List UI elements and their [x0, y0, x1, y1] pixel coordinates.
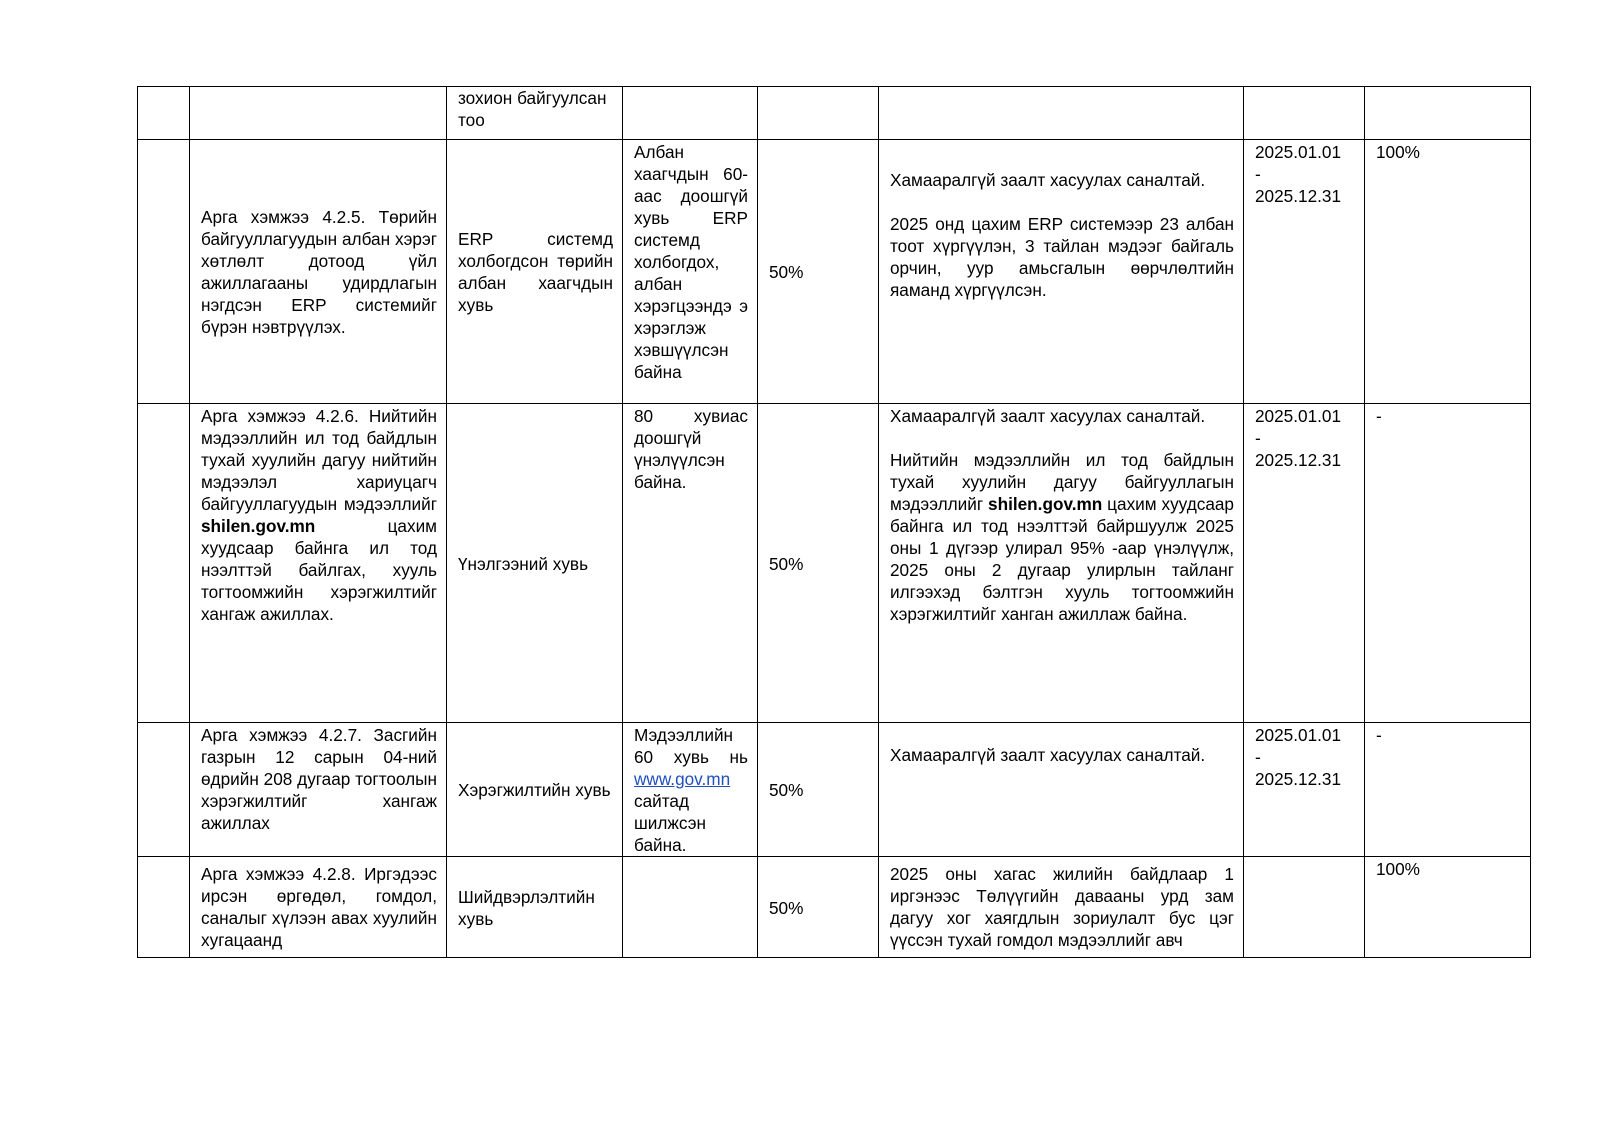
- cell-result: [1365, 140, 1531, 404]
- table-row: [138, 723, 1531, 857]
- weight-value: 50%: [769, 897, 804, 918]
- cell-period: [1244, 857, 1365, 958]
- cell-number: [138, 723, 190, 857]
- cell-action: [190, 87, 447, 140]
- action-text-tail: цахим хуудсаар байнга ил тод нээлттэй байлгах, хууль тогтоомжийн хэрэгжилтийг хангаж ажиллах.: [201, 516, 437, 624]
- indicator-text: ERP системд холбогдсон төрийн албан хаагчдын хувь: [458, 229, 613, 315]
- cell-period: [1244, 404, 1365, 723]
- cell-target: [623, 140, 758, 404]
- progress-text: Нийтийн мэдээллийн ил тод байдлын тухай хуулийн дагуу байгууллагын мэдээллийг: [890, 450, 1234, 514]
- progress-bold-text: shilen.gov.mn: [988, 494, 1103, 514]
- table-row: [138, 87, 1531, 140]
- result-value: -: [1376, 725, 1382, 745]
- cell-target: [623, 857, 758, 958]
- result-value: 100%: [1376, 859, 1420, 879]
- cell-result: [1365, 404, 1531, 723]
- progress-text-tail: цахим хуудсаар байнга ил тод нээлттэй байршуулж 2025 оны 1 дүгээр улирал 95% -аар үнэлүүлж, 2025 оны 2 дугаар улирлын тайланг илгээхэд бэлтгэн хууль тогтоомжийн хэрэгжилтийг ханган ажиллаж байна.: [890, 494, 1234, 624]
- cell-progress: [879, 723, 1244, 857]
- action-link-text: shilen.gov.mn: [201, 516, 316, 536]
- cell-number: [138, 857, 190, 958]
- target-text: Мэдээллийн 60 хувь нь: [634, 725, 748, 767]
- cell-indicator: [447, 404, 623, 723]
- cell-weight: [758, 723, 879, 857]
- cell-target: [623, 723, 758, 857]
- result-value: -: [1376, 406, 1382, 426]
- target-text-tail: сайтад шилжсэн байна.: [634, 791, 706, 855]
- action-text: Арга хэмжээ 4.2.5. Төрийн байгууллагуудын албан хэрэг хөтлөлт дотоод үйл ажиллагааны удирдлагын нэгдсэн ERP системийг бүрэн нэвтрүүлэх.: [201, 207, 437, 337]
- result-value: 100%: [1376, 142, 1420, 162]
- weight-value: 50%: [769, 780, 804, 800]
- cell-action: [190, 857, 447, 958]
- cell-period: [1244, 723, 1365, 857]
- indicator-text: зохион байгуулсан тоо: [458, 88, 607, 130]
- weight-value: 50%: [769, 262, 804, 282]
- progress-paragraph: Хамааралгүй заалт хасуулах саналтай.: [890, 406, 1206, 426]
- cell-period: [1244, 87, 1365, 140]
- period-start: 2025.01.01: [1255, 142, 1342, 162]
- cell-number: [138, 140, 190, 404]
- cell-indicator: [447, 723, 623, 857]
- report-table: [137, 86, 1531, 958]
- cell-progress: [879, 857, 1244, 958]
- progress-paragraph: 2025 онд цахим ERP системээр 23 албан тоот хүргүүлэн, 3 тайлан мэдээг байгаль орчин, уур амьсгалын өөрчлөлтийн яаманд хүргүүлсэн.: [890, 214, 1234, 300]
- progress-paragraph: [890, 449, 1234, 625]
- cell-result: [1365, 857, 1531, 958]
- progress-paragraph: Хамааралгүй заалт хасуулах саналтай.: [890, 745, 1206, 765]
- indicator-text: Хэрэгжилтийн хувь: [458, 780, 611, 800]
- cell-weight: [758, 404, 879, 723]
- cell-number: [138, 87, 190, 140]
- period-start: 2025.01.01: [1255, 725, 1342, 745]
- table-row: [138, 140, 1531, 404]
- table-row: [138, 857, 1531, 958]
- period-dash: -: [1255, 164, 1261, 184]
- cell-target: [623, 404, 758, 723]
- cell-weight: [758, 87, 879, 140]
- cell-weight: [758, 857, 879, 958]
- cell-result: [1365, 87, 1531, 140]
- gov-mn-link[interactable]: www.gov.mn: [634, 769, 731, 789]
- cell-result: [1365, 723, 1531, 857]
- table-row: [138, 404, 1531, 723]
- cell-period: [1244, 140, 1365, 404]
- progress-paragraph: 2025 оны хагас жилийн байдлаар 1 иргэнээс Төлүүгийн давааны урд зам дагуу хог хаягдлын зориулалт бус цэг үүссэн тухай гомдол мэдээллийг авч: [890, 864, 1234, 950]
- cell-target: [623, 87, 758, 140]
- cell-weight: [758, 140, 879, 404]
- cell-progress: [879, 404, 1244, 723]
- cell-indicator: [447, 87, 623, 140]
- progress-paragraph: Хамааралгүй заалт хасуулах саналтай.: [890, 170, 1206, 190]
- action-text: Арга хэмжээ 4.2.8. Иргэдээс ирсэн өргөдөл, гомдол, саналыг хүлээн авах хуулийн хугацаанд: [201, 864, 437, 950]
- cell-action: [190, 140, 447, 404]
- cell-indicator: [447, 857, 623, 958]
- period-end: 2025.12.31: [1255, 450, 1342, 470]
- period-end: 2025.12.31: [1255, 186, 1342, 206]
- cell-progress: [879, 87, 1244, 140]
- action-text: Арга хэмжээ 4.2.6. Нийтийн мэдээллийн ил тод байдлын тухай хуулийн дагуу нийтийн мэдээлэл хариуцагч байгууллагуудын мэдээллийг: [201, 406, 437, 514]
- cell-action: [190, 404, 447, 723]
- action-text: Арга хэмжээ 4.2.7. Засгийн газрын 12 сарын 04-ний өдрийн 208 дугаар тогтоолын хэрэгжилтийг хангаж ажиллах: [201, 725, 437, 833]
- indicator-text: Шийдвэрлэлтийн хувь: [458, 886, 595, 929]
- period-end: 2025.12.31: [1255, 769, 1342, 789]
- period-dash: -: [1255, 747, 1261, 767]
- weight-value: 50%: [769, 553, 804, 574]
- period-dash: -: [1255, 428, 1261, 448]
- cell-progress: [879, 140, 1244, 404]
- cell-indicator: [447, 140, 623, 404]
- cell-action: [190, 723, 447, 857]
- cell-number: [138, 404, 190, 723]
- target-text: 80 хувиас доошгүй үнэлүүлсэн байна.: [634, 406, 748, 492]
- period-start: 2025.01.01: [1255, 406, 1342, 426]
- target-text: Албан хаагчдын 60-аас доошгүй хувь ERP системд холбогдох, албан хэрэгцээндэ э хэрэглэж хэвшүүлсэн байна: [634, 142, 748, 382]
- indicator-text: Үнэлгээний хувь: [458, 553, 589, 574]
